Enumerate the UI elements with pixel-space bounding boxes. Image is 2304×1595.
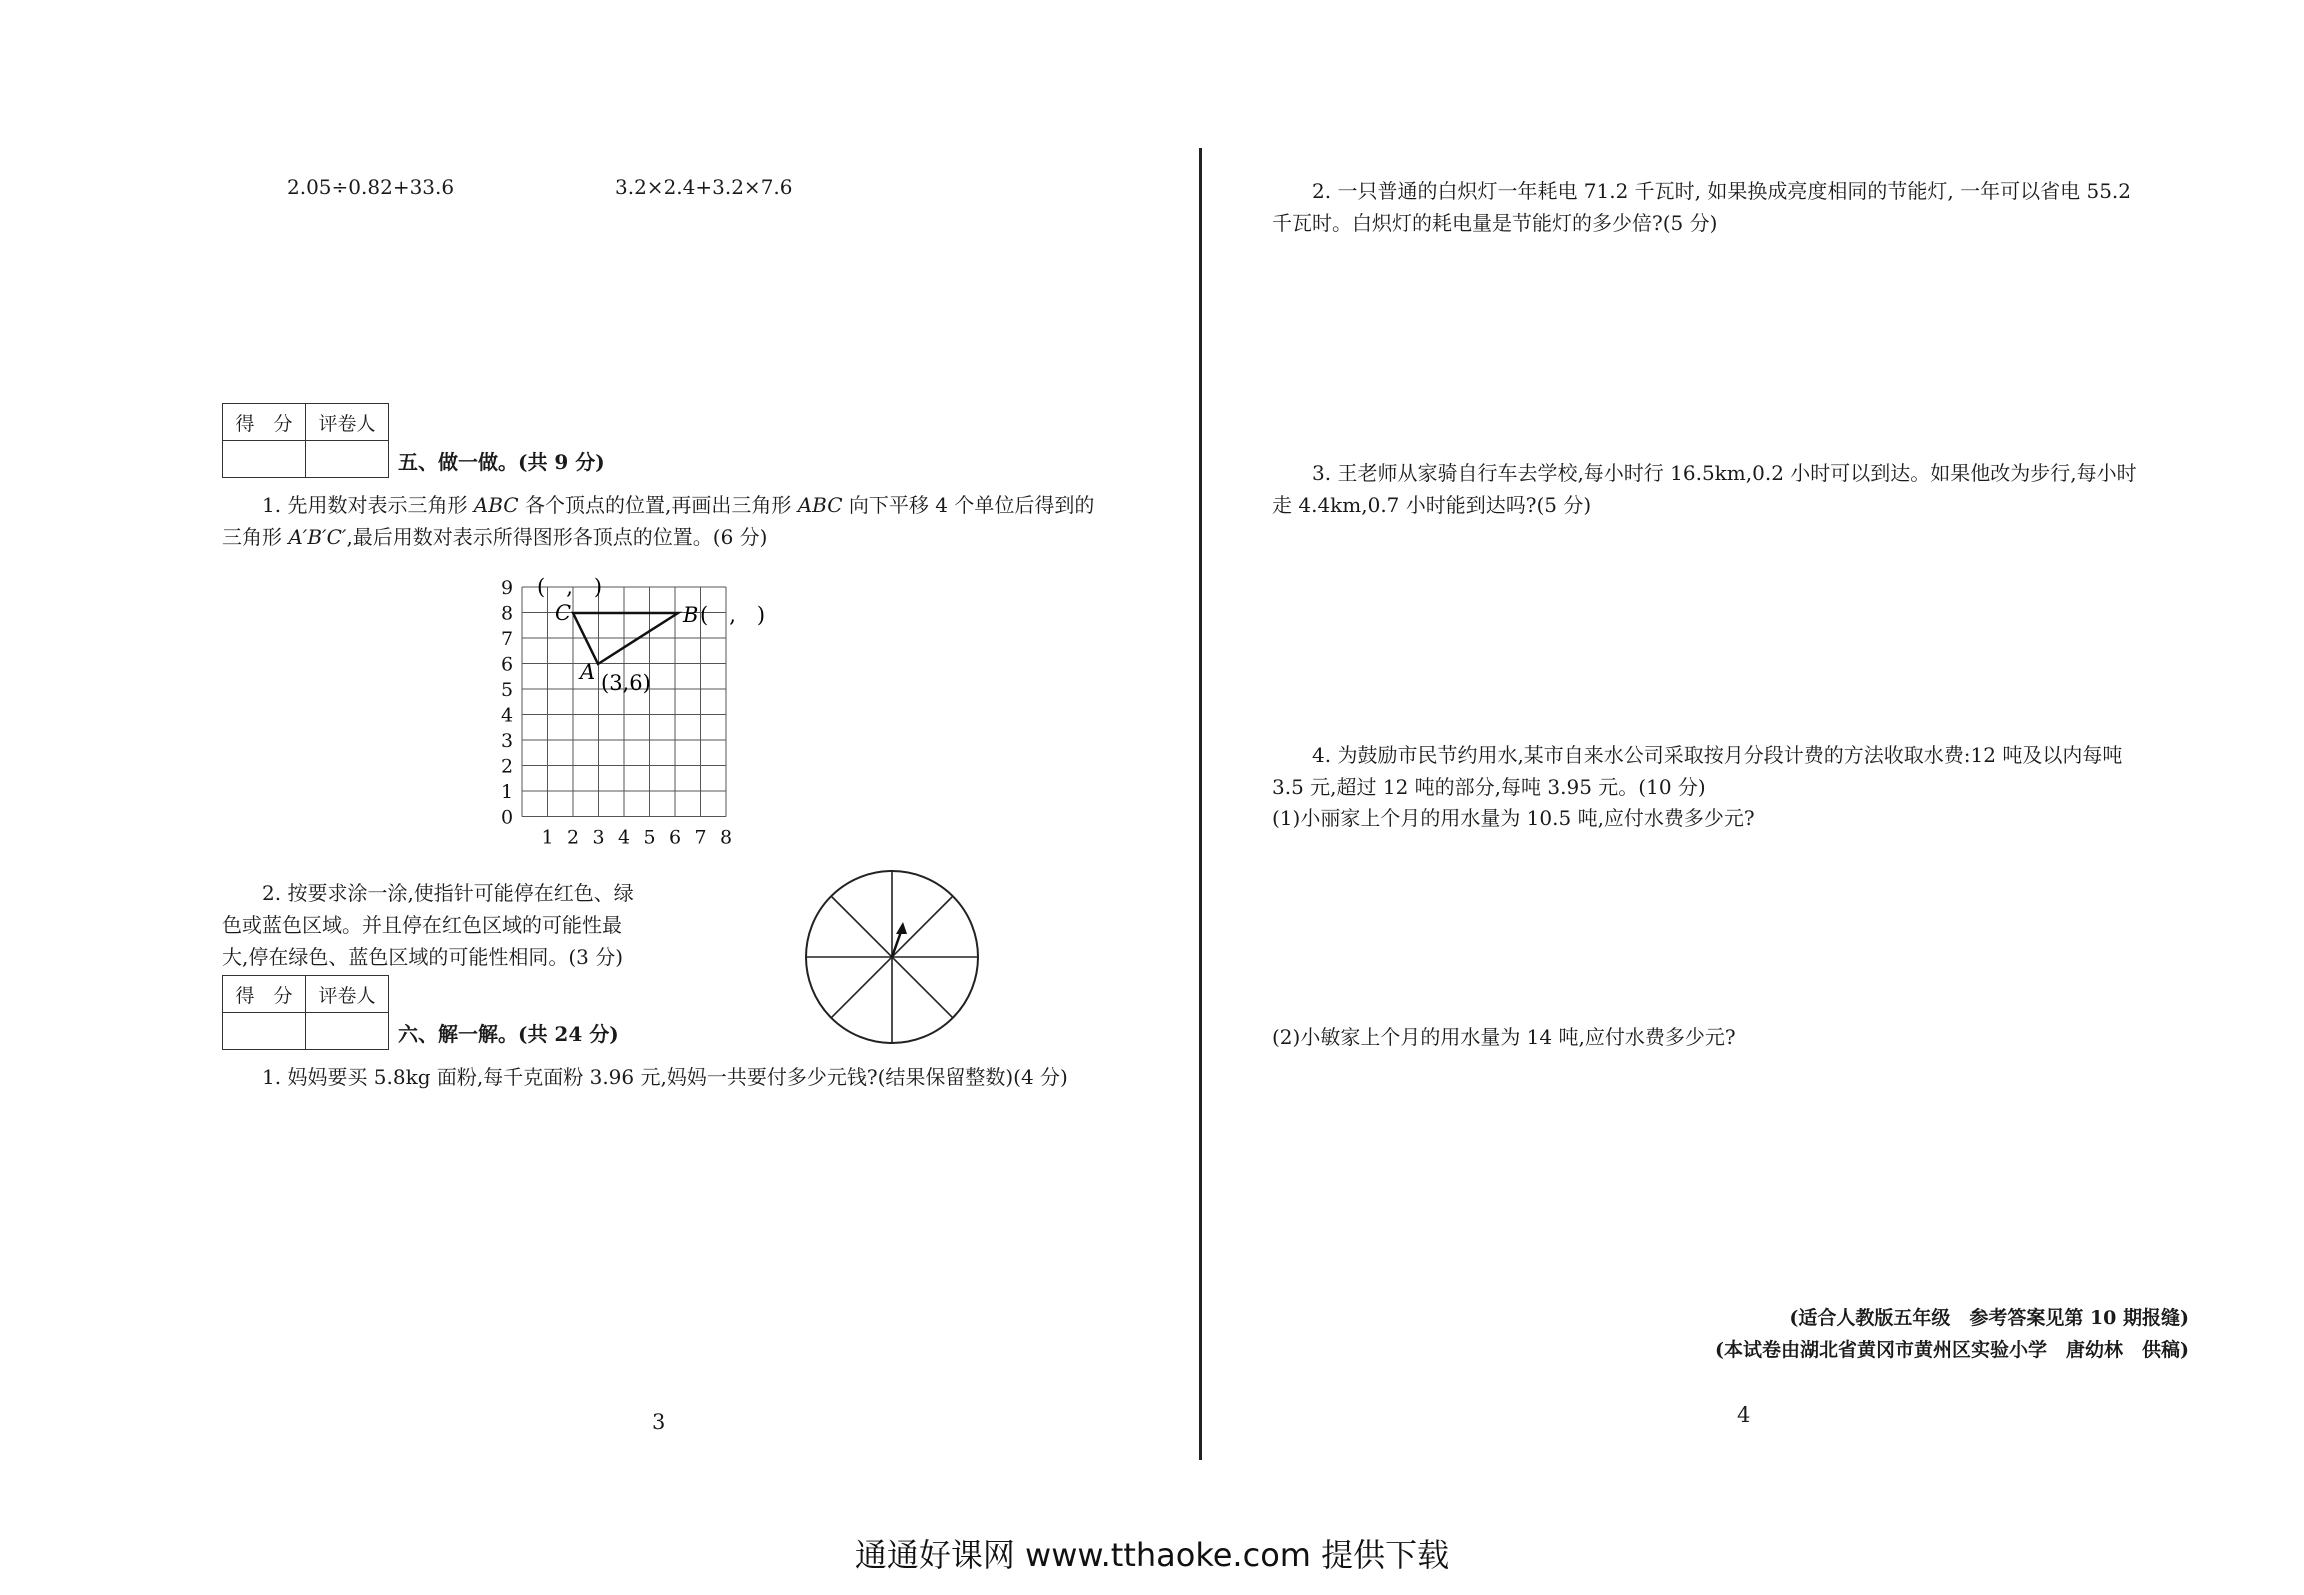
vertex-b-label: B [683,603,699,627]
score-cell[interactable] [223,441,306,478]
x-tick-label: 6 [669,826,682,849]
footer-download-note: 通通好课网 www.tthaoke.com 提供下载 [854,1536,1450,1574]
score-header: 得 分 [223,404,306,441]
y-tick-label: 9 [501,577,514,599]
y-tick-label: 6 [501,653,514,676]
y-tick-label: 7 [501,628,514,650]
y-tick-label: 3 [501,730,514,752]
question-5-2-line-3: 大,停在绿色、蓝色区域的可能性相同。(3 分) [222,945,624,969]
question-r2-line-2: 千瓦时。白炽灯的耗电量是节能灯的多少倍?(5 分) [1272,211,1718,235]
grader-cell[interactable] [306,441,389,478]
y-tick-label: 5 [501,679,514,701]
expression-1: 2.05÷0.82+33.6 [287,175,455,199]
score-cell[interactable] [223,1013,306,1050]
edition-note: (适合人教版五年级 参考答案见第 10 期报缝) [1789,1307,2189,1329]
coord-blank-c: ( , ) [537,575,603,599]
x-tick-label: 8 [720,826,733,849]
x-tick-label: 7 [694,826,707,849]
score-header: 得 分 [223,976,306,1013]
vertex-c-label: C [555,601,572,625]
question-r4-line-1: 4. 为鼓励市民节约用水,某市自来水公司采取按月分段计费的方法收取水费:12 吨及以内每吨 [1312,743,2123,767]
question-r2-line-1: 2. 一只普通的白炽灯一年耗电 71.2 千瓦时, 如果换成亮度相同的节能灯, 一年可以省电 55.2 [1312,179,2132,203]
x-tick-label: 2 [567,826,580,849]
author-note: (本试卷由湖北省黄冈市黄州区实验小学 唐幼林 供稿) [1714,1339,2189,1361]
vertex-a-label: A [580,660,596,684]
x-tick-label: 1 [541,826,554,849]
question-r3-line-1: 3. 王老师从家骑自行车去学校,每小时行 16.5km,0.2 小时可以到达。如果他改为步行,每小时 [1312,461,2137,485]
question-6-1: 1. 妈妈要买 5.8kg 面粉,每千克面粉 3.96 元,妈妈一共要付多少元钱?(结果保留整数)(4 分) [262,1065,1068,1089]
page-divider [1199,148,1202,1460]
question-r4-sub-1: (1)小丽家上个月的用水量为 10.5 吨,应付水费多少元? [1272,806,1755,830]
question-r4-line-2: 3.5 元,超过 12 吨的部分,每吨 3.95 元。(10 分) [1272,775,1706,799]
question-r3-line-2: 走 4.4km,0.7 小时能到达吗?(5 分) [1272,493,1592,517]
grader-header: 评卷人 [306,976,389,1013]
expression-2: 3.2×2.4+3.2×7.6 [615,175,793,199]
score-box-2 [222,975,389,1050]
coordinate-grid [495,570,875,860]
x-tick-label: 4 [618,826,631,849]
page-number-right: 4 [1737,1403,1751,1427]
question-5-2-line-1: 2. 按要求涂一涂,使指针可能停在红色、绿 [262,881,634,905]
question-r4-sub-2: (2)小敏家上个月的用水量为 14 吨,应付水费多少元? [1272,1025,1736,1049]
section-5-title: 五、做一做。(共 9 分) [398,450,605,474]
spinner-pointer [892,922,907,957]
section-6-title: 六、解一解。(共 24 分) [398,1022,619,1046]
question-5-1-line-2: 三角形 A′B′C′,最后用数对表示所得图形各顶点的位置。(6 分) [222,525,768,549]
page-number-left: 3 [652,1410,666,1434]
question-5-2-line-2: 色或蓝色区域。并且停在红色区域的可能性最 [222,913,622,937]
x-tick-label: 3 [592,826,605,849]
grader-header: 评卷人 [306,404,389,441]
score-box-1 [222,403,389,478]
y-tick-label: 0 [501,806,514,829]
y-tick-label: 1 [501,781,514,803]
y-tick-label: 8 [501,602,514,625]
coord-a: (3,6) [601,671,651,695]
spinner-wheel[interactable] [803,868,983,1048]
question-5-1-line-1: 1. 先用数对表示三角形 ABC 各个顶点的位置,再画出三角形 ABC 向下平移 4 个单位后得到的 [262,493,1095,517]
grader-cell[interactable] [306,1013,389,1050]
x-tick-label: 5 [643,826,656,849]
y-tick-label: 4 [501,704,514,727]
coord-blank-b: ( , ) [700,603,766,627]
y-tick-label: 2 [501,755,514,778]
